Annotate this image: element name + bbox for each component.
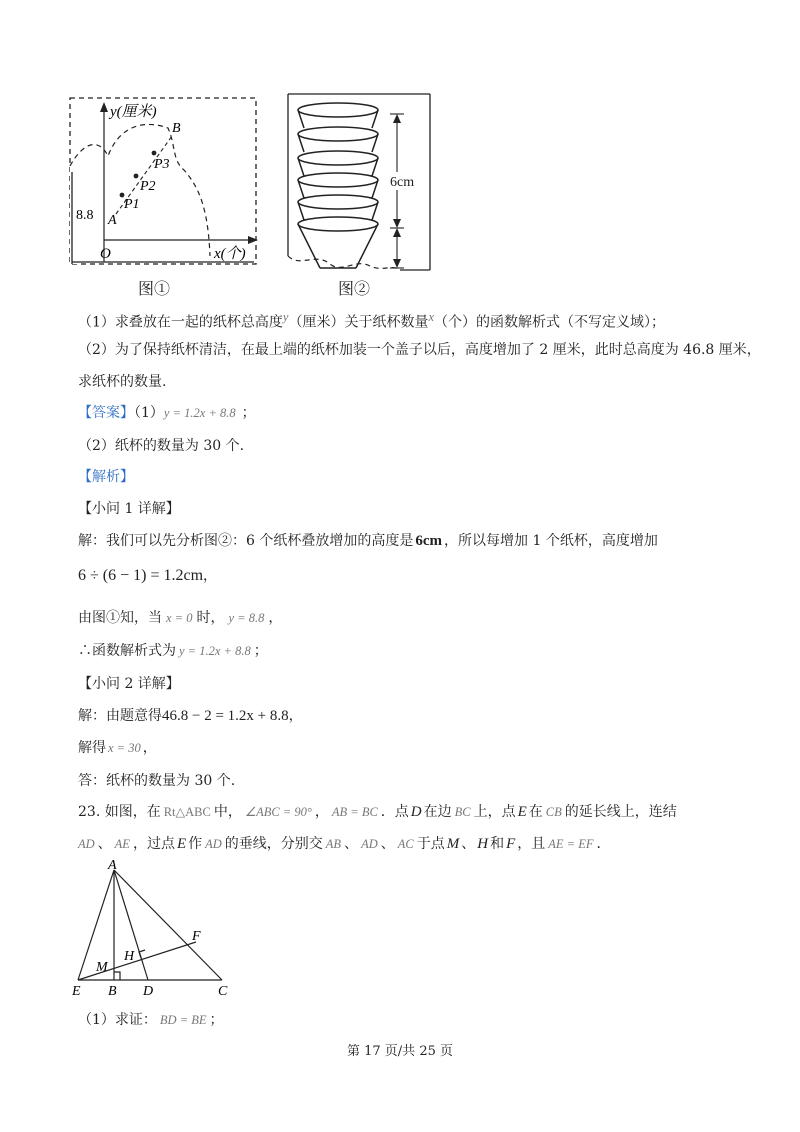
vertex-d: D (143, 984, 154, 999)
cup-rim (298, 103, 378, 117)
question-2-line-1: （2）为了保持纸杯清洁，在最上端的纸杯加装一个盖子以后，高度增加了 2 厘米，此时总高度为 46.8 厘米， (78, 342, 761, 358)
answer-line-1: 【答案】（1）y = 1.2x + 8.8 ； (78, 405, 256, 421)
cup-rim (298, 151, 378, 165)
origin-label: O (100, 246, 111, 262)
figure-2-caption: 图② (338, 279, 371, 298)
analysis-2-line-1: 解：由题意得46.8 − 2 = 1.2x + 8.8， (78, 708, 303, 724)
analysis-1-line-4: ∴函数解析式为 y = 1.2x + 8.8 ； (78, 643, 268, 659)
question-2-line-2: 求纸杯的数量. (78, 374, 167, 390)
cup-rim (298, 217, 378, 231)
answer-line-2: （2）纸杯的数量为 30 个. (78, 438, 245, 454)
analysis-1-line-1: 解：我们可以先分析图②：6 个纸杯叠放增加的高度是 6cm ，所以每增加 1 个纸杯，高度增加 (78, 533, 658, 549)
figure-1-caption: 图① (138, 279, 171, 298)
vertex-m: M (96, 960, 108, 975)
point-label-p2: P2 (140, 179, 156, 194)
figure-2-cups (286, 92, 432, 272)
x-axis-label: x(个) (214, 246, 246, 262)
vertex-c: C (218, 984, 228, 999)
point-p2 (134, 174, 139, 179)
y-intercept-label: 8.8 (76, 208, 94, 223)
question-1: （1）求叠放在一起的纸杯总高度$^y$（厘米）关于纸杯数量$^x$（个）的函数解析式（不写定义域）； (78, 310, 666, 331)
point-label-a: A (108, 213, 117, 228)
analysis-2-answer: 答：纸杯的数量为 30 个. (78, 773, 236, 789)
vertex-h: H (124, 949, 135, 964)
answer-tag: 【答案】 (78, 405, 134, 421)
point-p3 (152, 151, 157, 156)
vertex-e: E (72, 984, 81, 999)
point-label-p3: P3 (154, 157, 170, 172)
subquestion-1-title: 【小问 1 详解】 (78, 501, 180, 517)
cup-rim (298, 173, 378, 187)
page-footer: 第 17 页/共 25 页 (347, 1044, 453, 1059)
cup-rim (298, 195, 378, 209)
point-label-p1: P1 (124, 197, 140, 212)
analysis-2-line-2: 解得 x = 30 ， (78, 740, 157, 756)
height-label: 6cm (390, 175, 415, 190)
cup-side (298, 134, 378, 152)
analysis-tag: 【解析】 (78, 469, 134, 485)
analysis-1-line-2: 6 ÷ (6 − 1) = 1.2cm， (78, 567, 218, 584)
cup-side (298, 110, 378, 128)
y-axis-label: y(厘米) (110, 104, 157, 120)
vertex-b: B (108, 984, 117, 999)
figure-3-triangle (66, 858, 242, 1000)
cup-rim (298, 127, 378, 141)
vertex-f: F (192, 929, 201, 944)
analysis-1-line-3: 由图①知，当 x = 0 时， y = 8.8 ， (78, 610, 283, 626)
problem-23-line-1: 23. 如图，在 Rt△ABC 中， ∠ABC = 90° ， AB = BC ．点 D 在边 BC 上，点 E 在 CB 的延长线上，连结 (78, 804, 677, 820)
problem-23-question-1: （1）求证： BD = BE ； (78, 1012, 224, 1028)
figure-1-graph (68, 96, 260, 268)
vertex-a: A (108, 858, 117, 873)
point-label-b: B (172, 121, 181, 136)
subquestion-2-title: 【小问 2 详解】 (78, 676, 180, 692)
problem-23-line-2: AD 、 AE ，过点 E 作 AD 的垂线，分别交 AB 、 AD 、 AC 于点 M 、 H 和 F ，且 AE = EF ． (78, 836, 611, 852)
